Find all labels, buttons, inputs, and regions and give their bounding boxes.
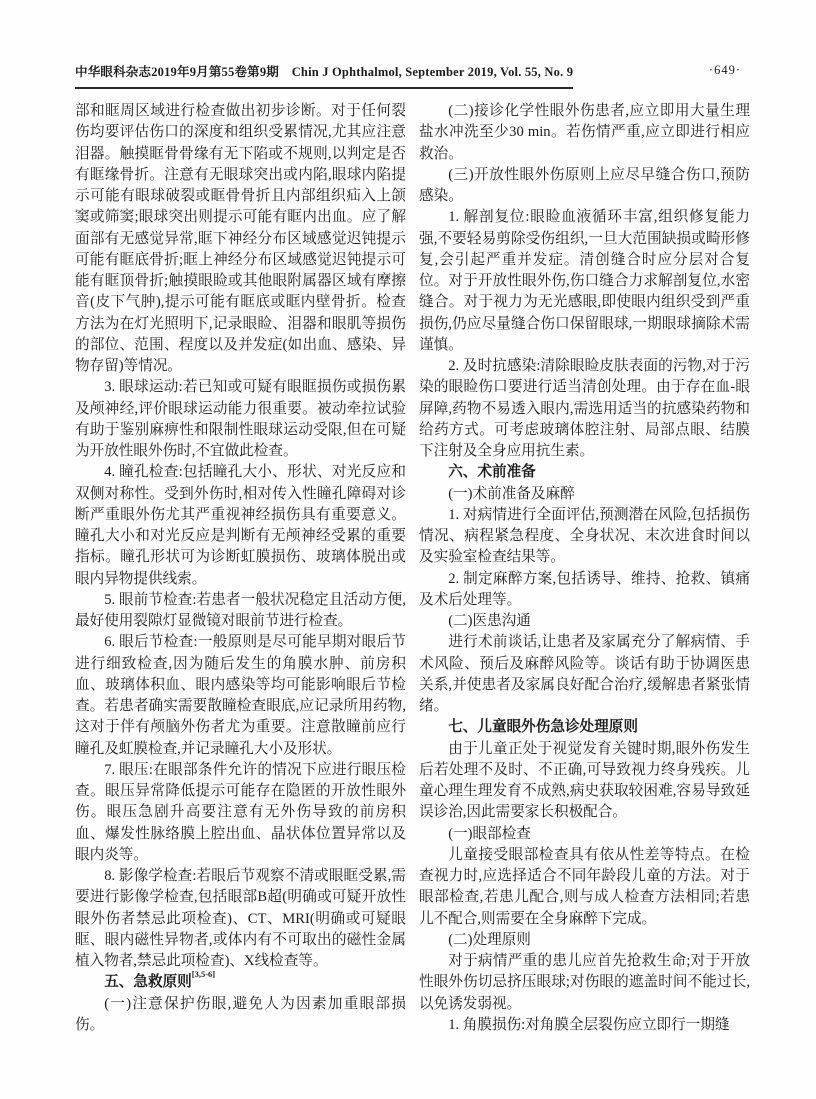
paragraph	[75, 760, 406, 866]
paragraph	[419, 484, 750, 505]
paragraph	[419, 356, 750, 462]
paragraph	[419, 505, 750, 569]
paragraph-text: (一)眼部检查	[448, 825, 531, 842]
paragraph-text: 由于儿童正处于视觉发育关键时期,眼外伤发生后若处理不及时、不正确,可导致视力终身残疾。儿童心理生理发育不成熟,病史获取较困难,容易导致延误诊治,因此需要家长积极配合。	[419, 740, 750, 821]
paragraph	[419, 951, 750, 1015]
paragraph	[419, 101, 750, 165]
paragraph	[75, 377, 406, 462]
journal-title-line: 中华眼科杂志2019年9月第55卷第9期 Chin J Ophthalmol, September 2019, Vol. 55, No. 9	[75, 62, 573, 89]
paragraph-text: 儿童接受眼部检查具有依从性差等特点。在检查视力时,应选择适合不同年龄段儿童的方法。对于眼部检查,若患儿配合,则与成人检查方法相同;若患儿不配合,则需要在全身麻醉下完成。	[419, 846, 750, 927]
paragraph-text: 1. 解剖复位:眼睑血液循环丰富,组织修复能力强,不要轻易剪除受伤组织,一旦大范围缺损或畸形修复,会引起严重并发症。清创缝合时应分层对合复位。对于开放性眼外伤,伤口缝合力求解剖复位,水密缝合。对于视力为无光感眼,即使眼内组织受到严重损伤,仍应尽量缝合伤口保留眼球,一期眼球摘除术需谨慎。	[419, 209, 750, 353]
paragraph	[75, 101, 406, 377]
running-head	[75, 62, 741, 92]
paragraph-text: 部和眶周区域进行检查做出初步诊断。对于任何裂伤均要评估伤口的深度和组织受累情况,尤其应注意泪器。触摸眶骨骨缘有无下陷或不规则,以判定是否有眶缘骨折。注意有无眼球突出或内陷,眼球内陷提示可能有眼球破裂或眶骨骨折且内部组织疝入上颌窦或筛窦;眼球突出则提示可能有眶内出血。应了解面部有无感觉异常,眶下神经分布区域感觉迟钝提示可能有眶底骨折;眶上神经分布区域感觉迟钝提示可能有眶顶骨折;触摸眼睑或其他眼附属器区域有摩擦音(皮下气肿),提示可能有眶底或眶内壁骨折。检查方法为在灯光照明下,记录眼睑、泪器和眼肌等损伤的部位、范围、程度以及并发症(如出血、感染、异物存留)等情况。	[75, 103, 406, 374]
paragraph	[75, 632, 406, 760]
paragraph	[75, 866, 406, 972]
paragraph-text: 2. 制定麻醉方案,包括诱导、维持、抢救、镇痛及术后处理等。	[419, 570, 750, 608]
paragraph	[419, 207, 750, 356]
right-column	[419, 101, 750, 1036]
paragraph	[419, 1015, 750, 1036]
paragraph-text: 7. 眼压:在眼部条件允许的情况下应进行眼压检查。眼压异常降低提示可能存在隐匿的开放性眼外伤。眼压急剧升高要注意有无外伤导致的前房积血、爆发性脉络膜上腔出血、晶状体位置异常以及眼内炎等。	[75, 761, 406, 863]
paragraph	[75, 994, 406, 1037]
paragraph-text: (一)注意保护伤眼,避免人为因素加重眼部损伤。	[75, 995, 406, 1033]
paragraph	[419, 824, 750, 845]
paragraph-text: 进行术前谈话,让患者及家属充分了解病情、手术风险、预后及麻醉风险等。谈话有助于协调医患关系,并使患者及家属良好配合治疗,缓解患者紧张情绪。	[419, 634, 750, 714]
paragraph	[419, 739, 750, 824]
paragraph	[75, 462, 406, 590]
paragraph-text: 七、儿童眼外伤急诊处理原则	[448, 719, 638, 736]
paragraph	[419, 632, 750, 717]
paragraph-text: 6. 眼后节检查:一般原则是尽可能早期对眼后节进行细致检查,因为随后发生的角膜水肿、前房积血、玻璃体积血、眼内感染等均可能影响眼后节检查。若患者确实需要散瞳检查眼底,应记录所用药物,这对于伴有颅脑外伤者尤为重要。注意散瞳前应行瞳孔及虹膜检查,并记录瞳孔大小及形状。	[75, 634, 406, 757]
citation-superscript: [3,5-6]	[191, 968, 216, 979]
paragraph-text: 2. 及时抗感染:清除眼睑皮肤表面的污物,对于污染的眼睑伤口要进行适当清创处理。由于存在血-眼屏障,药物不易透入眼内,需选用适当的抗感染药物和给药方式。可考虑玻璃体腔注射、局部点眼、结膜下注射及全身应用抗生素。	[419, 358, 750, 459]
page-number: ·649·	[708, 63, 741, 77]
paragraph	[75, 590, 406, 633]
section-heading	[419, 462, 750, 483]
paragraph-text: 1. 对病情进行全面评估,预测潜在风险,包括损伤情况、病程紧急程度、全身状况、末次进食时间以及实验室检查结果等。	[419, 506, 750, 566]
paragraph-text: (二)接诊化学性眼外伤患者,应立即用大量生理盐水冲洗至少30 min。若伤情严重,应立即进行相应救治。	[419, 103, 750, 162]
paragraph	[419, 165, 750, 208]
paragraph-text: 六、术前准备	[448, 464, 536, 481]
left-column	[75, 101, 406, 1036]
section-heading	[419, 717, 750, 738]
paragraph-text: 1. 角膜损伤:对角膜全层裂伤应立即行一期缝	[448, 1016, 730, 1033]
paragraph	[419, 611, 750, 632]
paragraph-text: 8. 影像学检查:若眼后节观察不清或眼眶受累,需要进行影像学检查,包括眼部B超(明确或可疑开放性眼外伤者禁忌此项检查)、CT、MRI(明确或可疑眼眶、眼内磁性异物者,或体内有不可取出的磁性金属植入物者,禁忌此项检查)、X线检查等。	[75, 868, 406, 969]
paragraph-text: 3. 眼球运动:若已知或可疑有眼眶损伤或损伤累及颅神经,评价眼球运动能力很重要。被动牵拉试验有助于鉴别麻痹性和限制性眼球运动受限,但在可疑为开放性眼外伤时,不宜做此检查。	[75, 379, 406, 459]
paragraph	[419, 569, 750, 612]
paragraph-text: 对于病情严重的患儿应首先抢救生命;对于开放性眼外伤切忌挤压眼球;对伤眼的遮盖时间不能过长,以免诱发弱视。	[419, 953, 750, 1012]
paragraph-text: 五、急救原则	[104, 974, 192, 991]
paragraph-text: (一)术前准备及麻醉	[448, 485, 575, 502]
paragraph	[419, 930, 750, 951]
paragraph-text: 5. 眼前节检查:若患者一般状况稳定且活动方便,最好使用裂隙灯显微镜对眼前节进行检查。	[75, 591, 406, 629]
paragraph	[419, 845, 750, 930]
paragraph-text: (二)医患沟通	[448, 613, 531, 629]
paragraph-text: 4. 瞳孔检查:包括瞳孔大小、形状、对光反应和双侧对称性。受到外伤时,相对传入性瞳孔障碍对诊断严重眼外伤尤其严重视神经损伤具有重要意义。瞳孔大小和对光反应是判断有无颅神经受累的重要指标。瞳孔形状可为诊断虹膜损伤、玻璃体脱出或眼内异物提供线索。	[75, 464, 406, 587]
paragraph-text: (三)开放性眼外伤原则上应尽早缝合伤口,预防感染。	[419, 166, 750, 204]
paragraph-text: (二)处理原则	[448, 931, 531, 948]
section-heading	[75, 968, 406, 993]
